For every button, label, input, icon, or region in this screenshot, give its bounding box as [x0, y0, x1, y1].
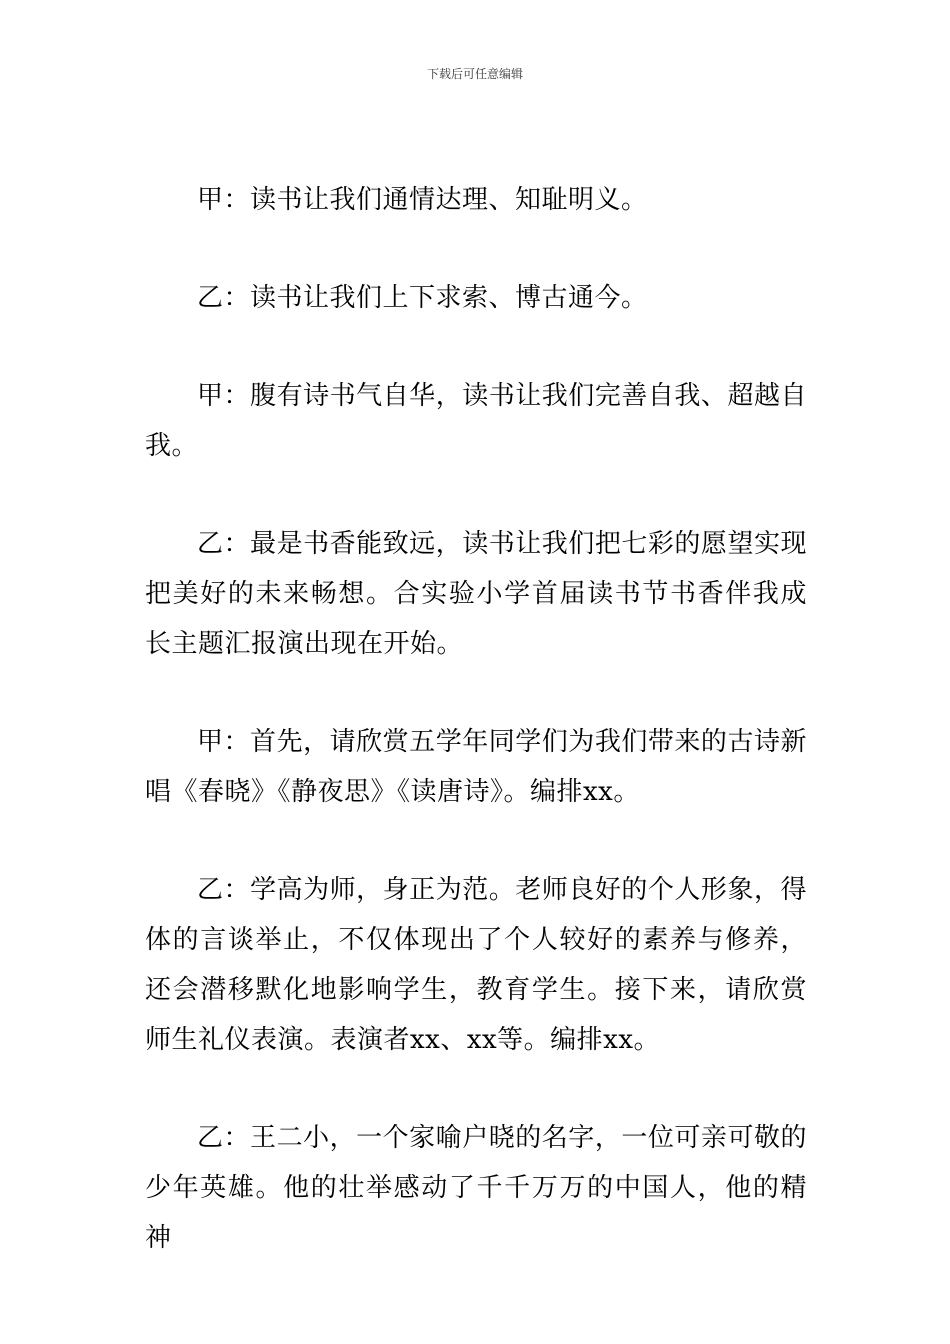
paragraph: 乙：最是书香能致远，读书让我们把七彩的愿望实现把美好的未来畅想。合实验小学首届读书节书香伴我成长主题汇报演出现在开始。: [145, 529, 807, 659]
paragraph: 甲：腹有诗书气自华，读书让我们完善自我、超越自我。: [145, 381, 807, 461]
document-body: [145, 175, 807, 1263]
page-header: 下载后可任意编辑: [426, 67, 523, 81]
paragraph: 乙：学高为师，身正为范。老师良好的个人形象，得体的言谈举止，不仅体现出了个人较好的素养与修养，还会潜移默化地影响学生，教育学生。接下来，请欣赏师生礼仪表演。表演者xx、xx等。编排xx。: [145, 875, 807, 1055]
paragraph: 乙：读书让我们上下求索、博古通今。: [197, 283, 648, 313]
paragraph: 甲：首先，请欣赏五学年同学们为我们带来的古诗新唱《春晓》《静夜思》《读唐诗》。编排xx。: [145, 727, 807, 807]
paragraph: 乙：王二小，一个家喻户晓的名字，一位可亲可敬的少年英雄。他的壮举感动了千千万万的中国人，他的精神: [145, 1123, 807, 1253]
paragraph: 甲：读书让我们通情达理、知耻明义。: [197, 185, 648, 215]
